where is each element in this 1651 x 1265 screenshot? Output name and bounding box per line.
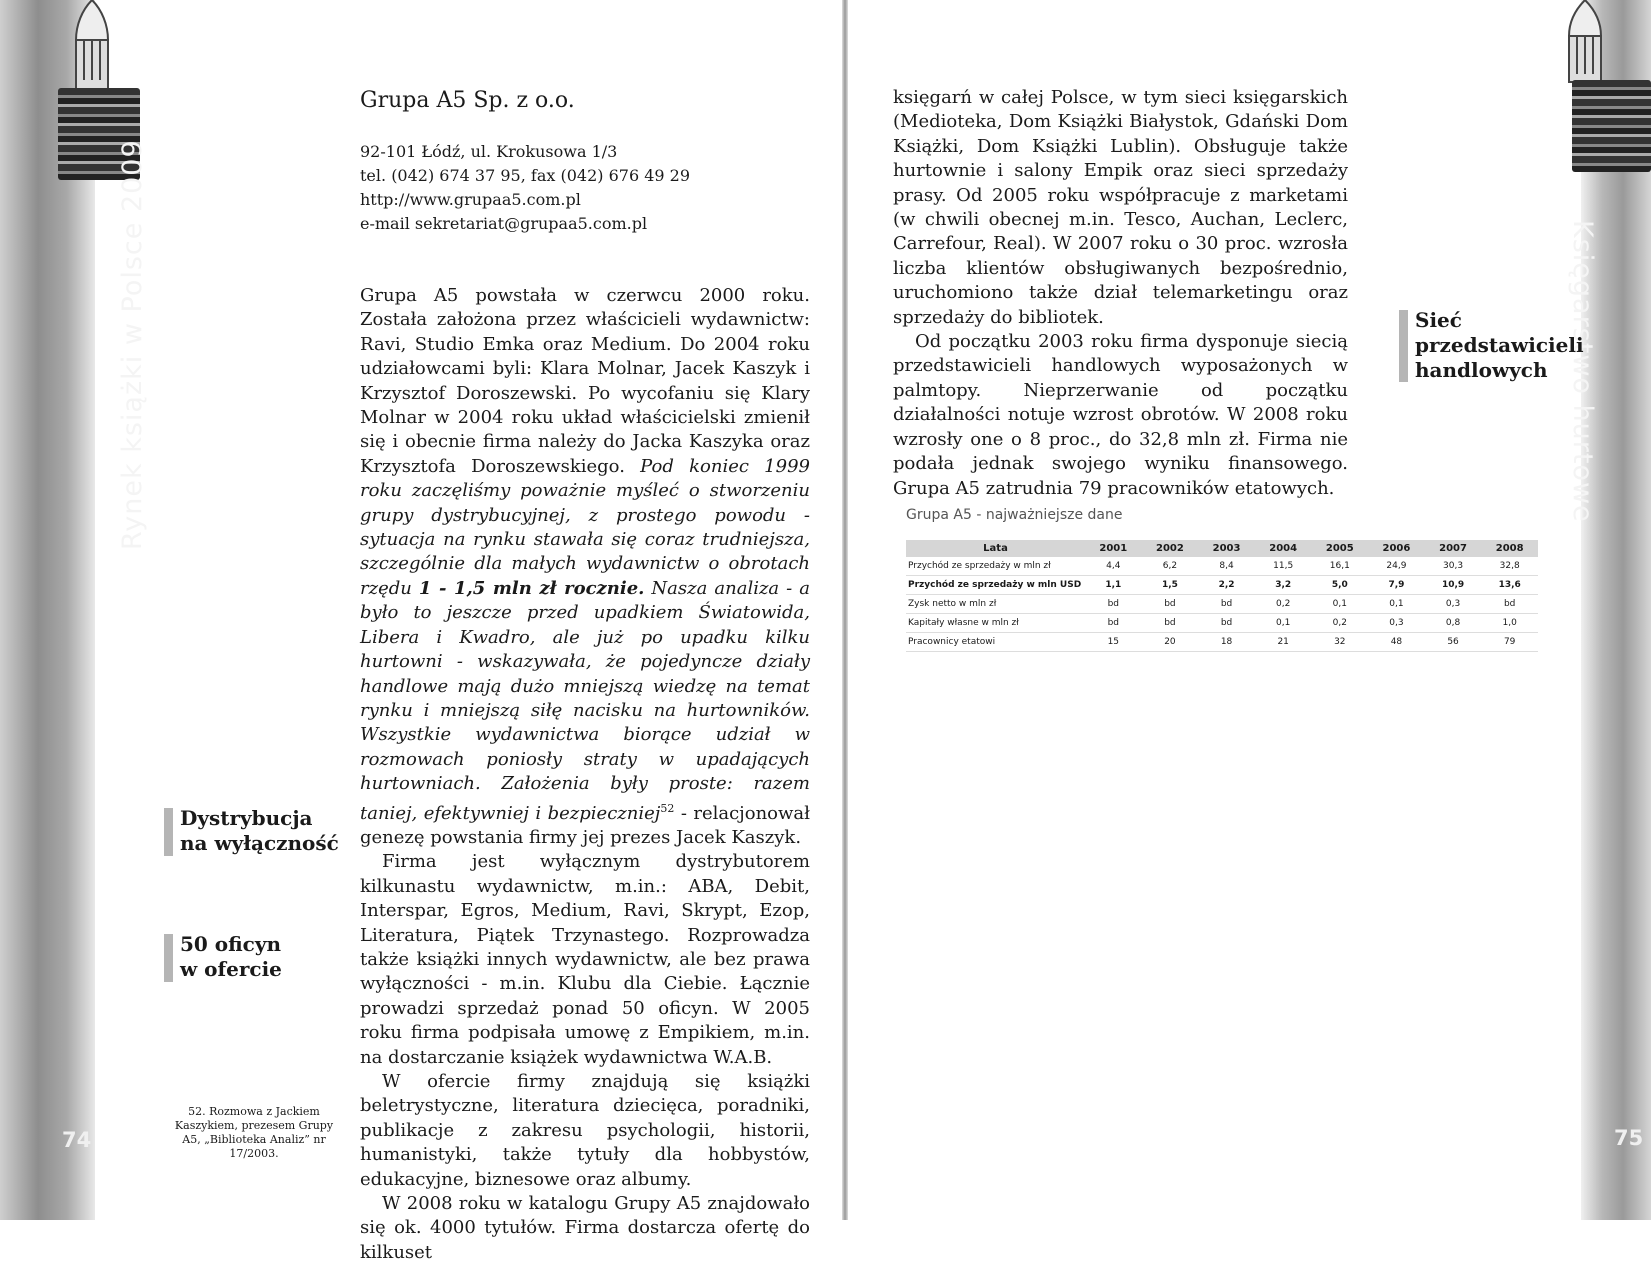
data-table: [906, 540, 1538, 652]
table-cell: 3,2: [1255, 576, 1312, 595]
table-row: [906, 576, 1538, 595]
table-cell: 0,3: [1368, 614, 1425, 633]
table-cell: 0,3: [1425, 595, 1482, 614]
column-header: 2007: [1425, 540, 1482, 557]
book-stack-icon: [1572, 80, 1651, 172]
paragraph: W 2008 roku w katalogu Grupy A5 znajdowało się ok. 4000 tytułów. Firma dostarcza ofertę do kilkuset: [360, 1193, 810, 1263]
table-row: [906, 557, 1538, 576]
paragraph: Grupa A5 powstała w czerwcu 2000 roku. Została założona przez właścicieli wydawnictw: Ravi, Studio Emka oraz Medium. Do 2004 roku udziałowcami byli: Klara Molnar, Jacek Kaszyk i Krzysztof Doroszewski. Po wycofaniu się Klary Molnar w 2004 roku układ właścicielski zmienił się i obecnie firma należy do Jacka Kaszyka oraz Krzysztofa Doroszewskiego. Pod koniec 1999 roku zaczęliśmy poważnie myśleć o stworzeniu grupy dystrybucyjnej, z prostego powodu - sytuacja na rynku stawała się coraz trudniejsza, szczególnie dla małych wydawnictw o obrotach rzędu 1 - 1,5 mln zł rocznie. Nasza analiza - a było to jeszcze przed upadkiem Światowida, Libera i Kwadro, ale już po upadku kilku hurtowni - wskazywała, że pojedyncze działy handlowe mają dużo mniejszą wiedzę na temat rynku i mniejszą siłę nacisku na hurtowników. Wszystkie wydawnictwa biorące udział w rozmowach poniosły straty w upadających hurtowniach. Założenia były proste: razem taniej, efektywniej i bezpieczniej$^{52}$ - relacjonował genezę powstania firmy jej prezes Jacek Kaszyk.: [360, 285, 811, 848]
table-row: [906, 595, 1538, 614]
column-header: Lata: [906, 540, 1085, 557]
fork-icon: [72, 0, 112, 92]
website-link[interactable]: http://www.grupaa5.com.pl: [360, 190, 581, 209]
table-cell: 21: [1255, 633, 1312, 652]
fork-icon: [1565, 0, 1605, 84]
table-cell: 0,8: [1425, 614, 1482, 633]
column-header: 2001: [1085, 540, 1142, 557]
table-cell: 18: [1198, 633, 1255, 652]
paragraph: księgarń w całej Polsce, w tym sieci księgarskich (Medioteka, Dom Książki Białystok, Gdański Dom Książki, Dom Książki Lublin). Obsługuje także hurtownie i salony Empik oraz sieci sprzedaży prasy. Od 2005 roku współpracuje z marketami (w chwili obecnej m.in. Tesco, Auchan, Leclerc, Carrefour, Real). W 2007 roku o 30 proc. wzrosła liczba klientów obsługiwanych bezpośrednio, uruchomiono także dział telemarketingu oraz sprzedaży do bibliotek.: [893, 87, 1348, 328]
right-body-text: [893, 86, 1348, 501]
table-cell: 1,0: [1481, 614, 1538, 633]
table-cell: 56: [1425, 633, 1482, 652]
page-number: 75: [1614, 1126, 1644, 1150]
table-cell: 32: [1312, 633, 1369, 652]
page-number: 74: [62, 1128, 92, 1152]
spine-title: Księgarstwo hurtowe: [1567, 220, 1598, 523]
table-cell: 15: [1085, 633, 1142, 652]
column-header: 2002: [1142, 540, 1199, 557]
row-label: Kapitały własne w mln zł: [906, 614, 1085, 633]
margin-note: Sieć przedstawicieli handlowych: [1403, 308, 1584, 383]
table-cell: 16,1: [1312, 557, 1369, 576]
paragraph: Od początku 2003 roku firma dysponuje siecią przedstawicieli handlowych wyposażonych w palmtopy. Nieprzerwanie od początku działalności notuje wzrost obrotów. W 2008 roku wzrosły one o 8 proc., do 32,8 mln zł. Firma nie podała jednak swojego wyniku finansowego. Grupa A5 zatrudnia 79 pracowników etatowych.: [893, 331, 1348, 499]
table-row: [906, 633, 1538, 652]
contact-block: [360, 140, 690, 236]
left-body-text: [360, 284, 810, 1265]
table-cell: 30,3: [1425, 557, 1482, 576]
column-header: 2006: [1368, 540, 1425, 557]
table-cell: bd: [1142, 614, 1199, 633]
table-cell: 2,2: [1198, 576, 1255, 595]
row-label: Przychód ze sprzedaży w mln USD: [906, 576, 1085, 595]
table-cell: 0,2: [1312, 614, 1369, 633]
table-cell: 48: [1368, 633, 1425, 652]
book-gutter: [842, 0, 848, 1220]
margin-note: 50 oficyn w ofercie: [168, 932, 282, 982]
table-cell: 8,4: [1198, 557, 1255, 576]
column-header: 2003: [1198, 540, 1255, 557]
address: 92-101 Łódź, ul. Krokusowa 1/3: [360, 142, 618, 161]
phone-fax: tel. (042) 674 37 95, fax (042) 676 49 29: [360, 166, 691, 185]
table-cell: 7,9: [1368, 576, 1425, 595]
footnote-ref: 52: [660, 801, 675, 815]
table-cell: 32,8: [1481, 557, 1538, 576]
table-cell: 24,9: [1368, 557, 1425, 576]
table-cell: 20: [1142, 633, 1199, 652]
right-spine-band: [1581, 0, 1651, 1220]
table-cell: 0,1: [1312, 595, 1369, 614]
table-cell: bd: [1198, 614, 1255, 633]
email-link[interactable]: e-mail sekretariat@grupaa5.com.pl: [360, 214, 648, 233]
table-cell: 5,0: [1312, 576, 1369, 595]
table-cell: 1,1: [1085, 576, 1142, 595]
table-cell: 4,4: [1085, 557, 1142, 576]
company-title: Grupa A5 Sp. z o.o.: [360, 88, 575, 113]
table-cell: bd: [1085, 614, 1142, 633]
table-cell: 1,5: [1142, 576, 1199, 595]
column-header: 2005: [1312, 540, 1369, 557]
paragraph: W ofercie firmy znajdują się książki beletrystyczne, literatura dziecięca, poradniki, publikacje z zakresu psychologii, historii, humanistyki, także tytuły dla hobbystów, edukacyjne, biznesowe oraz albumy.: [360, 1071, 810, 1190]
paragraph: Firma jest wyłącznym dystrybutorem kilkunastu wydawnictw, m.in.: ABA, Debit, Interspar, Egros, Medium, Ravi, Skrypt, Ezop, Literatura, Piątek Trzynastego. Rozprowadza także książki innych wydawnictw, ale bez prawa wyłączności - m.in. Klubu dla Ciebie. Łącznie prowadzi sprzedaż ponad 50 oficyn. W 2005 roku firma podpisała umowę z Empikiem, m.in. na dostarczanie książek wydawnictwa W.A.B.: [360, 851, 810, 1068]
table-title: Grupa A5 - najważniejsze dane: [906, 507, 1123, 523]
spine-title: Rynek książki w Polsce 2009: [117, 139, 148, 550]
table-row: [906, 614, 1538, 633]
table-cell: 0,2: [1255, 595, 1312, 614]
table-cell: bd: [1481, 595, 1538, 614]
table-cell: bd: [1085, 595, 1142, 614]
table-cell: 11,5: [1255, 557, 1312, 576]
table-header-row: [906, 540, 1538, 557]
table-cell: bd: [1142, 595, 1199, 614]
table-cell: 0,1: [1255, 614, 1312, 633]
table-cell: 6,2: [1142, 557, 1199, 576]
table-cell: 13,6: [1481, 576, 1538, 595]
row-label: Pracownicy etatowi: [906, 633, 1085, 652]
footnote: 52. Rozmowa z Jackiem Kaszykiem, prezesem Grupy A5, „Biblioteka Analiz” nr 17/2003.: [174, 1105, 334, 1160]
table-cell: 0,1: [1368, 595, 1425, 614]
table-cell: bd: [1198, 595, 1255, 614]
column-header: 2008: [1481, 540, 1538, 557]
left-spine-band: [0, 0, 95, 1220]
margin-note: Dystrybucja na wyłączność: [168, 806, 339, 856]
row-label: Zysk netto w mln zł: [906, 595, 1085, 614]
table-cell: 79: [1481, 633, 1538, 652]
column-header: 2004: [1255, 540, 1312, 557]
table-cell: 10,9: [1425, 576, 1482, 595]
row-label: Przychód ze sprzedaży w mln zł: [906, 557, 1085, 576]
